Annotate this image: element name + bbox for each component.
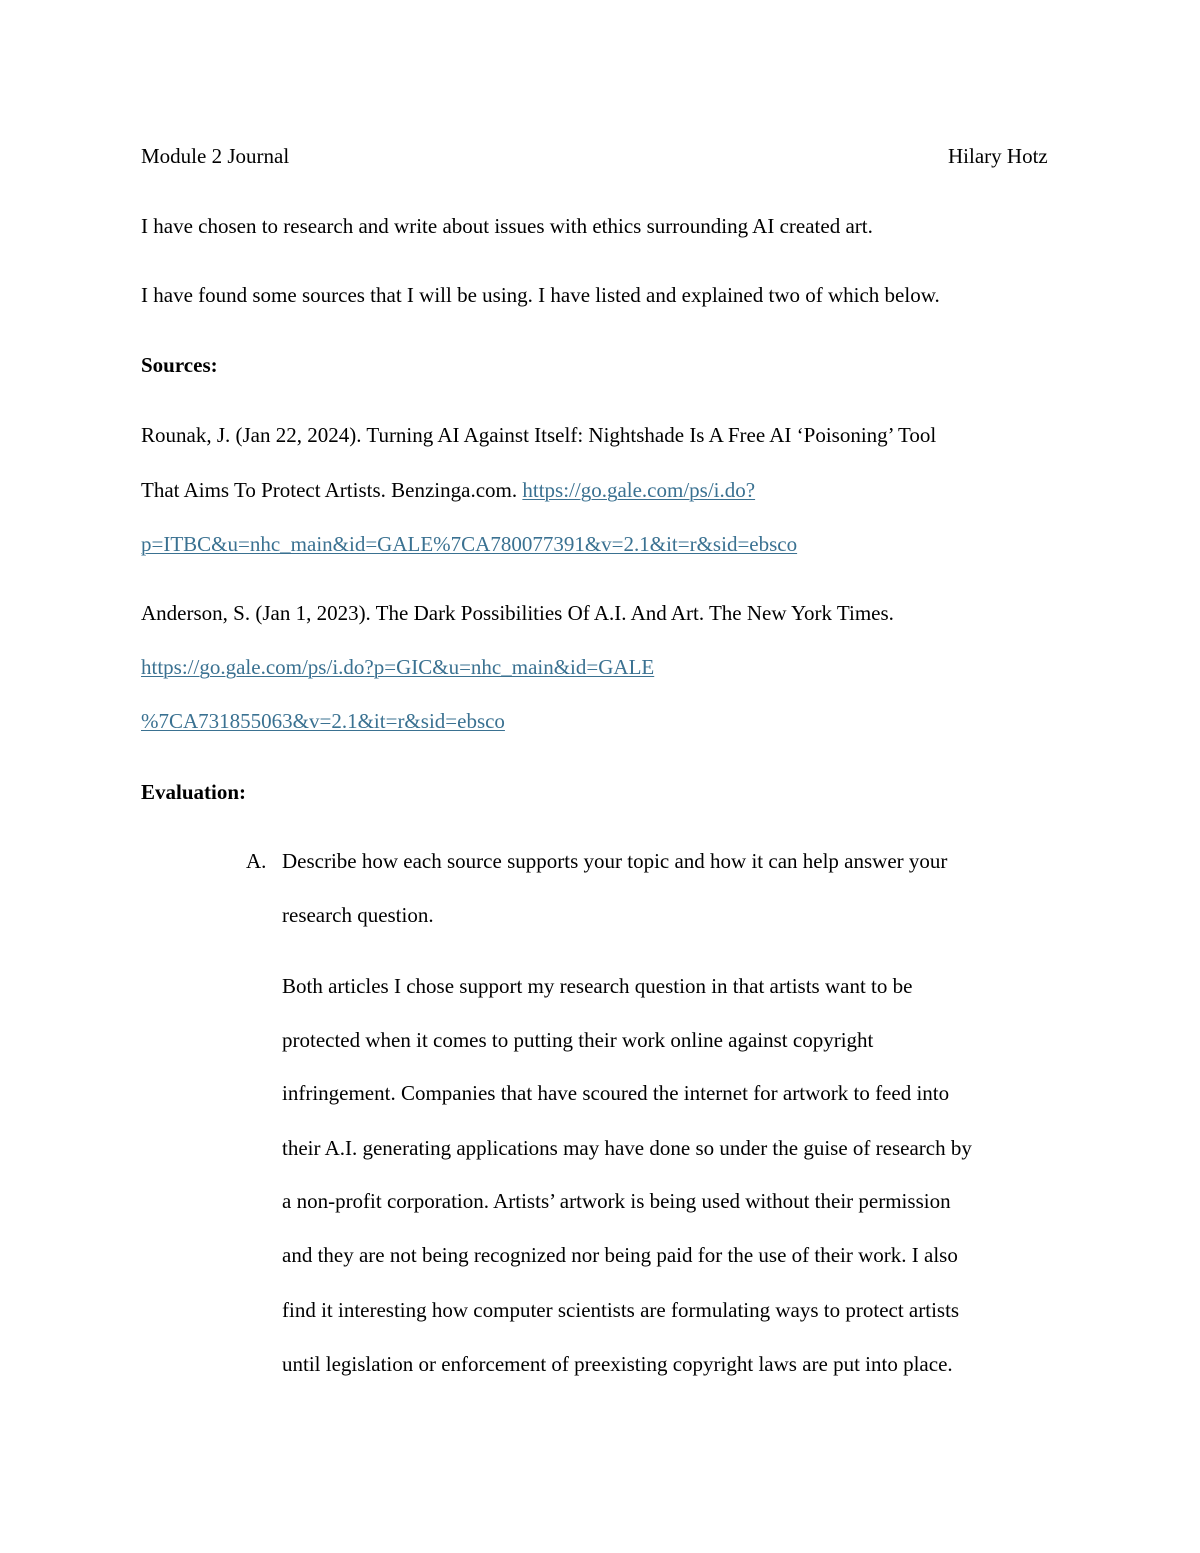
intro-line-1: I have chosen to research and write about issues with ethics surrounding AI created art.	[141, 214, 873, 238]
author-name: Hilary Hotz	[948, 144, 1048, 168]
sources-heading: Sources:	[141, 353, 218, 377]
answer-line-2: protected when it comes to putting their work online against copyright	[282, 1028, 874, 1052]
answer-line-1: Both articles I chose support my research question in that artists want to be	[282, 974, 913, 998]
question-line-2: research question.	[282, 903, 434, 927]
answer-line-8: until legislation or enforcement of preexisting copyright laws are put into place.	[282, 1352, 953, 1376]
question-line-1: Describe how each source supports your topic and how it can help answer your	[282, 849, 948, 873]
answer-line-5: a non-profit corporation. Artists’ artwork is being used without their permission	[282, 1189, 951, 1213]
source-1-link-part-2[interactable]: p=ITBC&u=nhc_main&id=GALE%7CA780077391&v=2.1&it=r&sid=ebsco	[141, 532, 798, 556]
source-1-citation-text: That Aims To Protect Artists. Benzinga.com.	[141, 478, 523, 502]
source-2-line-1: Anderson, S. (Jan 1, 2023). The Dark Possibilities Of A.I. And Art. The New York Times.	[141, 601, 894, 625]
document-title: Module 2 Journal	[141, 144, 290, 168]
source-2-link-part-2[interactable]: %7CA731855063&v=2.1&it=r&sid=ebsco	[141, 709, 505, 733]
source-1-line-2	[141, 480, 755, 501]
source-1-link-part-1[interactable]: https://go.gale.com/ps/i.do?	[522, 478, 756, 502]
answer-line-3: infringement. Companies that have scoured the internet for artwork to feed into	[282, 1081, 950, 1105]
evaluation-heading: Evaluation:	[141, 780, 247, 804]
answer-line-7: find it interesting how computer scientists are formulating ways to protect artists	[282, 1298, 960, 1322]
source-1-line-1: Rounak, J. (Jan 22, 2024). Turning AI Against Itself: Nightshade Is A Free AI ‘Poisoning’ Tool	[141, 423, 937, 447]
source-2-link-part-1[interactable]: https://go.gale.com/ps/i.do?p=GIC&u=nhc_main&id=GALE	[141, 655, 655, 679]
answer-line-4: their A.I. generating applications may have done so under the guise of research by	[282, 1136, 972, 1160]
question-marker: A.	[246, 849, 267, 873]
answer-line-6: and they are not being recognized nor being paid for the use of their work. I also	[282, 1243, 958, 1267]
intro-line-2: I have found some sources that I will be using. I have listed and explained two of which below.	[141, 283, 940, 307]
